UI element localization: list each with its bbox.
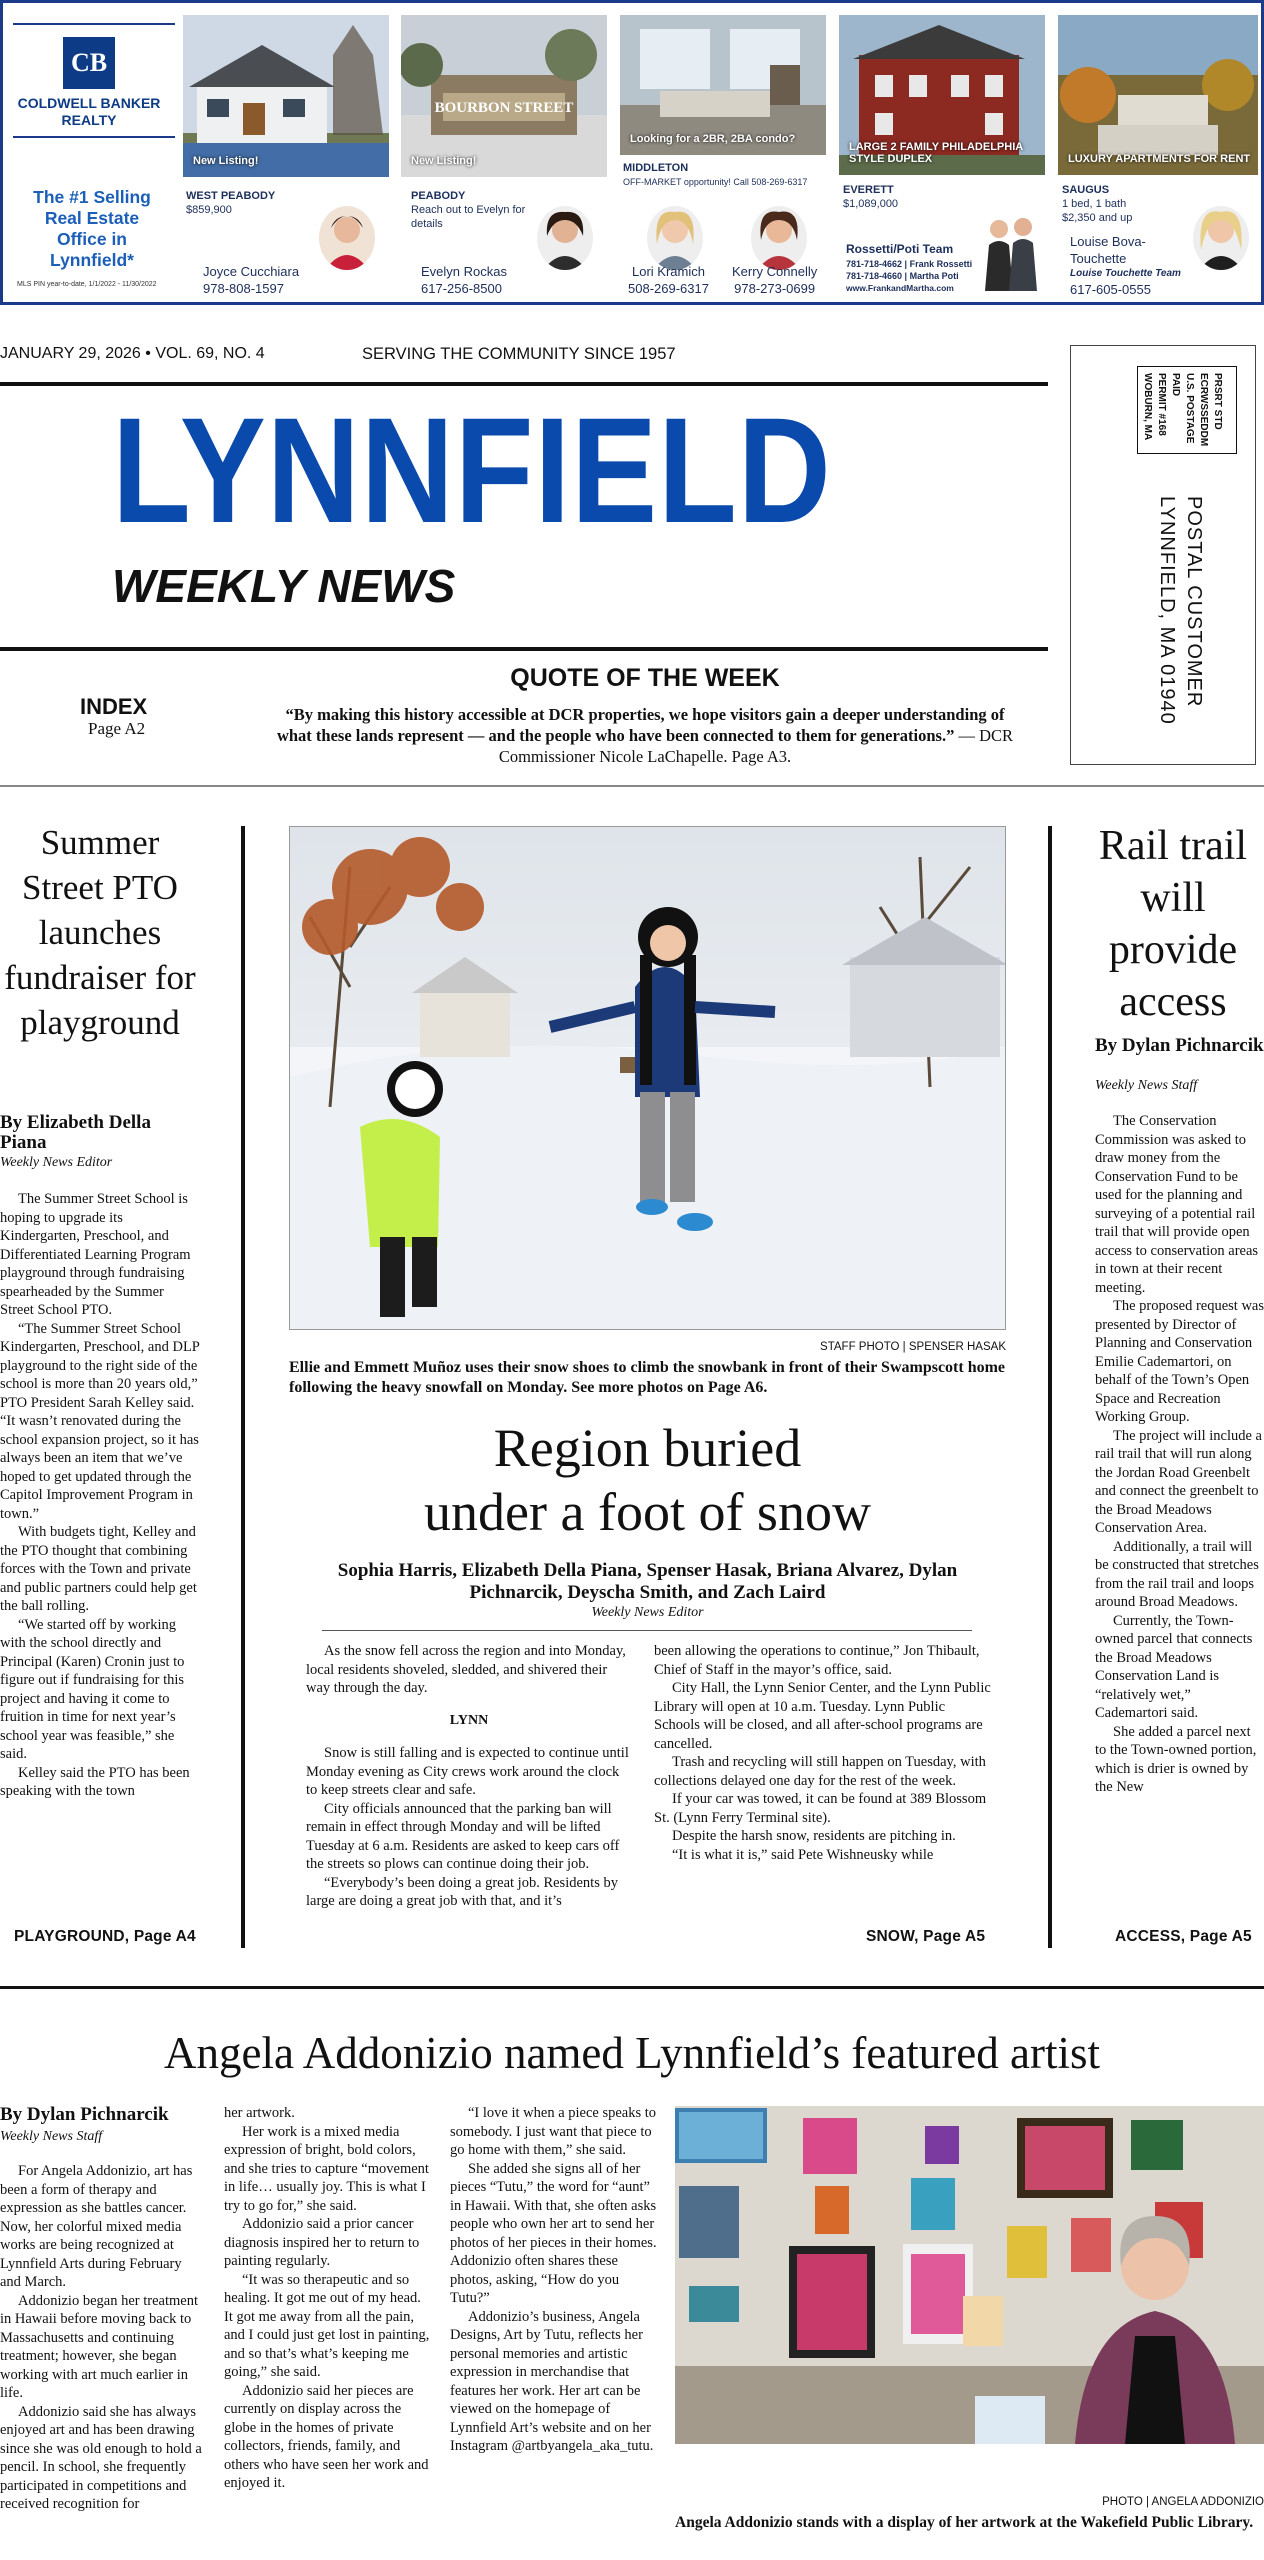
agent-name: Louise Bova-Touchette xyxy=(1070,234,1146,266)
agent-photo xyxy=(319,206,375,270)
listing-detail: $2,350 and up xyxy=(1062,212,1133,224)
listing-town: WEST PEABODY xyxy=(186,190,276,202)
postal-address xyxy=(1153,496,1207,725)
headline-line: under a foot of snow xyxy=(424,1482,871,1542)
paragraph: Currently, the Town-owned parcel that connects the Broad Meadows Conservation Land is “relatively wet,” Cademartori said. xyxy=(1095,1612,1253,1721)
paragraph: “It is what it is,” said Pete Wishneusky while xyxy=(672,1846,934,1863)
listing-detail: Reach out to Evelyn for details xyxy=(411,204,526,230)
quote-body xyxy=(270,704,1020,767)
indicia-text xyxy=(1140,373,1224,446)
snow-photo-credit: STAFF PHOTO | SPENSER HASAK xyxy=(820,1341,1006,1353)
agent-phone: 508-269-6317 xyxy=(628,281,709,296)
paragraph: Addonizio’s business, Angela Designs, Art by Tutu, reflects her personal memories and artistic expression in merchandise that features her work. Her art can be viewed on the homepage of Lynnfield Art’s website and on her Instagram @artbyangela_aka_tutu. xyxy=(450,2308,654,2454)
agent-contact xyxy=(732,263,817,297)
paragraph: Addonizio said her pieces are currently on display across the globe in the homes of private collectors, friends, family, and others who have seen her work and enjoyed it. xyxy=(224,2382,429,2491)
paragraph: “Everybody’s been doing a great job. Residents by large are doing a great job with that, and it’s xyxy=(306,1874,618,1909)
center-byline-rule xyxy=(322,1630,972,1631)
paragraph: Addonizio said she has always enjoyed art and has been drawing since she was old enough to hold a pencil. In school, she frequently participated in competitions and received recognition for xyxy=(0,2403,202,2512)
agent-photo xyxy=(647,206,703,270)
center-bylines: Sophia Harris, Elizabeth Della Piana, Spenser Hasak, Briana Alvarez, Dylan Pichnarcik, Deyscha Smith, and Zach Laird xyxy=(337,1560,958,1603)
section-rule xyxy=(0,785,1264,787)
listing-tag: Looking for a 2BR, 2BA condo? xyxy=(630,133,796,145)
paragraph: “The Summer Street School Kindergarten, Preschool, and DLP playground to the right side of the school is more than 20 years old,” PTO President Sarah Kelley said. “It wasn’t renovated during the school expansion project, so it has always been an item that we’ve hoped to get updated through the Capitol Improvement Program in town.” xyxy=(0,1320,200,1522)
ad-top-rule xyxy=(13,23,175,25)
center-story-jump[interactable]: SNOW, Page A5 xyxy=(866,1928,986,1945)
section-label-lynn: LYNN xyxy=(449,1712,489,1728)
paragraph: Additionally, a trail will be constructed that stretches from the rail trail and loops around Broad Meadows. xyxy=(1095,1538,1259,1610)
index-page[interactable]: Page A2 xyxy=(88,719,146,738)
ad-tagline: The #1 Selling Real Estate Office in Lynnfield* xyxy=(33,187,151,270)
agent-name: Evelyn Rockas xyxy=(421,264,507,279)
column-divider-left xyxy=(241,826,245,1948)
quote-heading: QUOTE OF THE WEEK xyxy=(510,664,780,692)
agent-phone: 978-808-1597 xyxy=(203,281,284,296)
listing-tag: New Listing! xyxy=(193,155,259,167)
listing-photo-everett[interactable] xyxy=(839,15,1045,175)
ad-mid-rule xyxy=(13,136,175,138)
right-story-jump[interactable]: ACCESS, Page A5 xyxy=(1115,1928,1252,1945)
center-role: Weekly News Editor xyxy=(591,1605,704,1620)
ad-footnote: MLS PIN year-to-date, 1/1/2022 - 11/30/2022 xyxy=(17,281,157,288)
listing-town: MIDDLETON xyxy=(623,162,689,174)
listing-detail: $859,900 xyxy=(186,204,232,216)
bottom-story-col3 xyxy=(450,2104,658,2456)
snow-photo xyxy=(289,826,1006,1330)
paragraph: Despite the harsh snow, residents are pitching in. xyxy=(672,1828,956,1844)
listing-town: SAUGUS xyxy=(1062,184,1110,196)
indicia-line: PAID xyxy=(1170,373,1181,397)
team-website[interactable]: www.FrankandMartha.com xyxy=(846,283,954,293)
paragraph: Kelley said the PTO has been speaking with the town xyxy=(0,1764,190,1799)
indicia-line: WOBURN, MA xyxy=(1142,373,1153,441)
paragraph: The Summer Street School is hoping to upgrade its Kindergarten, Preschool, and Differentiated Learning Program playground through fundraising spearheaded by the Summer Street School PTO. xyxy=(0,1191,191,1318)
agent-contact xyxy=(628,263,709,297)
slogan: SERVING THE COMMUNITY SINCE 1957 xyxy=(362,345,676,363)
listing-town: EVERETT xyxy=(843,184,894,196)
agent-phone: 978-273-0699 xyxy=(734,281,816,296)
agent-phone: 617-256-8500 xyxy=(421,281,502,296)
sign-text: BOURBON STREET xyxy=(434,100,574,116)
artist-photo-caption: Angela Addonizio stands with a display of her artwork at the Wakefield Public Library. xyxy=(675,2514,1254,2531)
center-story-col1 xyxy=(306,1642,632,1911)
left-story-jump[interactable]: PLAYGROUND, Page A4 xyxy=(14,1928,196,1945)
newspaper-subtitle: WEEKLY NEWS xyxy=(112,560,456,612)
brand-name xyxy=(3,95,175,129)
bottom-story-headline[interactable]: Angela Addonizio named Lynnfield’s featured artist xyxy=(164,2028,1100,2078)
indicia-line: PERMIT #168 xyxy=(1156,373,1167,436)
coldwell-banker-logo xyxy=(63,37,115,89)
paragraph: She added she signs all of her pieces “Tutu,” the word for “aunt” in Hawaii. With that, she often asks people who own her art to send her photos of her pieces in their homes. Addonizio often shares these photos, asking, “How do you Tutu?” xyxy=(450,2160,657,2306)
paragraph: her artwork. xyxy=(224,2105,295,2121)
headline-line: Region buried xyxy=(493,1418,802,1478)
index-label: INDEX xyxy=(80,694,148,719)
paragraph: Snow is still falling and is expected to continue until Monday evening as City crews work around the clock to keep streets clear and safe. xyxy=(306,1745,629,1798)
postage-indicia xyxy=(1137,366,1237,454)
bottom-story-role: Weekly News Staff xyxy=(0,2129,103,2144)
artist-photo xyxy=(675,2106,1264,2444)
postal-line: LYNNFIELD, MA 01940 xyxy=(1156,496,1178,725)
paragraph: For Angela Addonizio, art has been a form of therapy and expression as she battles cancer. Now, her colorful mixed media works are being recognized at Lynnfield Arts during February and March. xyxy=(0,2163,193,2290)
listing-photo-middleton[interactable] xyxy=(620,15,826,155)
paragraph: Addonizio said a prior cancer diagnosis inspired her to return to painting regularly. xyxy=(224,2216,420,2269)
agent-name: Lori Kramich xyxy=(632,264,705,279)
postal-line: POSTAL CUSTOMER xyxy=(1183,496,1205,708)
sign-photo xyxy=(401,15,607,177)
newspaper-title: LYNNFIELD xyxy=(112,386,832,554)
snow-scene-image xyxy=(290,827,1006,1330)
listing-info-west-peabody xyxy=(186,189,306,217)
brand-line2: REALTY xyxy=(61,112,117,128)
agent-photo xyxy=(751,206,807,270)
paragraph: If your car was towed, it can be found at 389 Blossom St. (Lynn Ferry Terminal site). xyxy=(654,1791,987,1826)
paragraph: City Hall, the Lynn Senior Center, and the Lynn Public Library will open at 10 a.m. Tuesday. Lynn Public Schools will be closed, and all after-school programs are cancelled. xyxy=(654,1680,991,1752)
agent-contact xyxy=(203,263,299,297)
listing-detail: $1,089,000 xyxy=(843,198,899,210)
bottom-story-byline: By Dylan Pichnarcik xyxy=(0,2104,169,2125)
agent-name: Kerry Connelly xyxy=(732,264,818,279)
listing-photo-peabody[interactable] xyxy=(401,15,607,177)
agent-contact xyxy=(1070,233,1190,298)
listing-info-saugus xyxy=(1062,183,1182,225)
agent-photo xyxy=(1193,206,1249,270)
team-name: Louise Touchette Team xyxy=(1070,268,1181,279)
paragraph: She added a parcel next to the Town-owned portion, which is drier is owned by the New xyxy=(1095,1723,1257,1795)
paragraph: been allowing the operations to continue,” Jon Thibault, Chief of Staff in the mayor’s office, said. xyxy=(654,1643,980,1678)
brand-line1: COLDWELL BANKER xyxy=(17,95,161,111)
artwork-display-image xyxy=(675,2106,1264,2444)
listing-info-peabody xyxy=(411,189,535,231)
bottom-section-rule xyxy=(0,1986,1264,1989)
listing-detail: OFF-MARKET opportunity! Call 508-269-6317 xyxy=(623,177,808,187)
paragraph: Addonizio began her treatment in Hawaii before moving back to Massachusetts and continuing treatment; however, she began working with art much earlier in life. xyxy=(0,2292,198,2401)
listing-tag: LARGE 2 FAMILY PHILADELPHIA STYLE DUPLEX xyxy=(849,141,1023,165)
paragraph: “It was so therapeutic and so healing. It got me out of my head. It got me away from all the pain, and I could just get lost in painting, and so that’s what’s keeping me going,” she said. xyxy=(224,2271,430,2380)
paragraph: With budgets tight, Kelley and the PTO thought that combining forces with the Town and private and public partners could help get the ball rolling. xyxy=(0,1524,197,1614)
team-photo xyxy=(981,211,1041,291)
center-headline[interactable] xyxy=(289,1416,1006,1544)
right-story-headline[interactable]: Rail trail will provide access xyxy=(1098,823,1248,1025)
apartments-photo xyxy=(1058,15,1258,175)
agent-contact xyxy=(421,263,507,297)
realty-ad-banner[interactable] xyxy=(0,0,1264,305)
paragraph: The proposed request was presented by Director of Planning and Conservation Emilie Cademartori, on behalf of the Town’s Open Space and Recreation Working Group. xyxy=(1095,1298,1264,1425)
paragraph: “We started off by working with the school directly and Principal (Karen) Cronin just to figure out if fundraising for this project and having it come to fruition in time for next year’s school year was feasible,” she said. xyxy=(0,1616,185,1762)
snow-photo-caption: Ellie and Emmett Muñoz uses their snow shoes to climb the snowbank in front of their Swampscott home following the heavy snowfall on Monday. See more photos on Page A6. xyxy=(289,1359,1006,1396)
artist-photo-credit: PHOTO | ANGELA ADDONIZIO xyxy=(1102,2496,1264,2508)
listing-info-middleton xyxy=(623,161,833,189)
agent-name: Joyce Cucchiara xyxy=(203,264,300,279)
left-story-byline: By Elizabeth Della Piana xyxy=(0,1112,151,1153)
listing-town: PEABODY xyxy=(411,190,466,202)
paragraph: City officials announced that the parking ban will remain in effect through Monday and will be lifted Tuesday at 6 a.m. Residents are asked to keep cars off the streets so plows can continue doing their job. xyxy=(306,1800,620,1872)
left-story-body xyxy=(0,1190,200,1801)
left-story-headline[interactable]: Summer Street PTO launches fundraiser for playground xyxy=(4,823,196,1042)
quote-text: “By making this history accessible at DCR properties, we hope visitors gain a deeper understanding of what these lands represent — and the people who have been connected to them for generations.” xyxy=(276,705,1005,745)
agent-contact xyxy=(846,241,972,294)
listing-photo-west-peabody[interactable] xyxy=(183,15,389,177)
dateline: JANUARY 29, 2026 • VOL. 69, NO. 4 xyxy=(0,345,265,362)
logo-mark: CB xyxy=(70,48,108,77)
paragraph: “I love it when a piece speaks to somebody. I just want that piece to go home with them,” she said. xyxy=(450,2105,657,2158)
right-story-role: Weekly News Staff xyxy=(1095,1078,1198,1093)
listing-detail: 1 bed, 1 bath xyxy=(1062,198,1127,210)
indicia-line: U.S. POSTAGE xyxy=(1184,373,1195,444)
listing-info-everett xyxy=(843,183,1003,211)
agent-phone: 781-718-4660 | Martha Poti xyxy=(846,271,959,281)
quote-attribution: — DCR Commissioner Nicole LaChapelle. Page A3. xyxy=(498,726,1014,766)
house-photo xyxy=(183,15,389,177)
right-story-body xyxy=(1095,1112,1264,1797)
listing-tag: New Listing! xyxy=(411,155,477,167)
paragraph: Her work is a mixed media expression of bright, bold colors, and she tries to capture “movement in life… usually joy. This is what I try to go for,” she said. xyxy=(224,2123,429,2214)
agent-phone: 617-605-0555 xyxy=(1070,282,1151,297)
listing-tag: LUXURY APARTMENTS FOR RENT xyxy=(1068,153,1251,165)
team-name: Rossetti/Poti Team xyxy=(846,242,954,256)
indicia-line: PRSRT STD xyxy=(1212,373,1223,430)
agent-photo xyxy=(537,206,593,270)
bottom-story-col2 xyxy=(224,2104,430,2493)
paragraph: Trash and recycling will still happen on Tuesday, with collections delayed one day for the rest of the week. xyxy=(654,1754,986,1789)
right-story-byline: By Dylan Pichnarcik xyxy=(1095,1035,1264,1056)
masthead-bottom-rule xyxy=(0,647,1048,651)
listing-photo-saugus[interactable] xyxy=(1058,15,1258,175)
column-divider-right xyxy=(1048,826,1052,1948)
paragraph: The Conservation Commission was asked to draw money from the Conservation Fund to be used for the planning and surveying of a potential rail trail that will provide open access to conservation areas in town at their recent meeting. xyxy=(1095,1113,1259,1296)
agent-phone: 781-718-4662 | Frank Rossetti xyxy=(846,259,973,269)
bottom-story-col1 xyxy=(0,2162,204,2514)
indicia-line: ECRWSSEDDM xyxy=(1198,373,1209,447)
left-story-role: Weekly News Editor xyxy=(0,1155,113,1170)
center-story-col2 xyxy=(654,1642,994,1864)
postal-box xyxy=(1070,345,1256,765)
paragraph: The project will include a rail trail that will run along the Jordan Road Greenbelt and connect the greenbelt to the Broad Meadows Conservation Area. xyxy=(1095,1427,1262,1536)
paragraph: As the snow fell across the region and into Monday, local residents shoveled, sledded, and shivered their way through the day. xyxy=(306,1643,626,1696)
